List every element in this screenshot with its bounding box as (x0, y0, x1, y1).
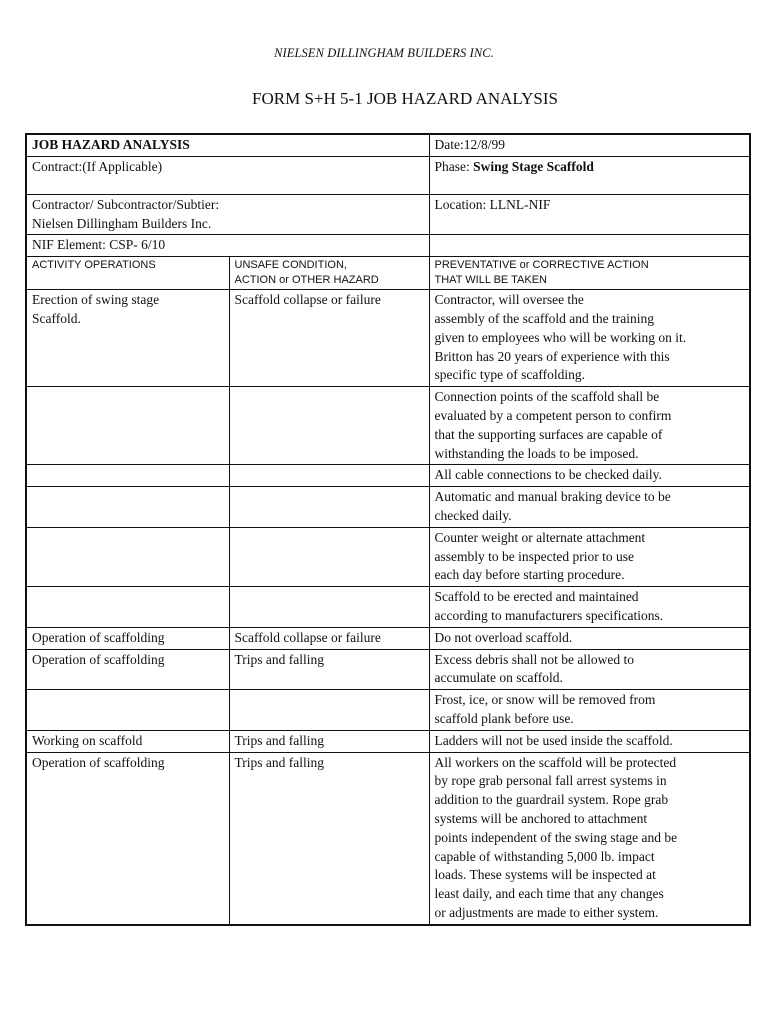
action-cell: Connection points of the scaffold shall be evaluated by a competent person to confirm that the supporting surfaces are capable of withstanding the loads to be imposed. (429, 387, 750, 465)
table-row (26, 752, 750, 925)
activity-cell: Operation of scaffolding (26, 649, 229, 690)
table-row (26, 527, 750, 586)
action-cell: Ladders will not be used inside the scaffold. (429, 730, 750, 752)
heading-row (26, 134, 750, 156)
activity-cell: Operation of scaffolding (26, 752, 229, 925)
contract-field: Contract:(If Applicable) (26, 156, 429, 194)
contractor-value: Nielsen Dillingham Builders Inc. (32, 215, 212, 231)
table-row (26, 730, 750, 752)
action-cell: Do not overload scaffold. (429, 627, 750, 649)
hazard-cell (229, 587, 429, 628)
table-row (26, 290, 750, 387)
contract-row (26, 156, 750, 194)
table-row (26, 465, 750, 487)
activity-cell (26, 487, 229, 528)
hazard-cell (229, 527, 429, 586)
activity-cell (26, 387, 229, 465)
table-row (26, 387, 750, 465)
nif-element-field: NIF Element: CSP- 6/10 (26, 235, 429, 257)
form-heading: JOB HAZARD ANALYSIS (26, 134, 429, 156)
action-cell: All cable connections to be checked daily. (429, 465, 750, 487)
hazard-cell: Scaffold collapse or failure (229, 627, 429, 649)
phase-value: Swing Stage Scaffold (473, 158, 594, 174)
location-field: Location: LLNL-NIF (429, 194, 750, 235)
table-row (26, 587, 750, 628)
table-row (26, 649, 750, 690)
activity-cell: Operation of scaffolding (26, 627, 229, 649)
contractor-label: Contractor/ Subcontractor/Subtier: (32, 196, 220, 212)
activity-cell: Erection of swing stage Scaffold. (26, 290, 229, 387)
nif-empty-cell (429, 235, 750, 257)
table-row (26, 627, 750, 649)
table-row (26, 487, 750, 528)
hazard-cell (229, 487, 429, 528)
activity-cell (26, 690, 229, 731)
action-cell: Automatic and manual braking device to be checked daily. (429, 487, 750, 528)
column-header-row (26, 257, 750, 290)
column-header-action: PREVENTATIVE or CORRECTIVE ACTION THAT WILL BE TAKEN (429, 257, 750, 290)
contractor-field (26, 194, 429, 235)
hazard-cell: Trips and falling (229, 752, 429, 925)
hazard-cell (229, 690, 429, 731)
activity-cell (26, 465, 229, 487)
contractor-row (26, 194, 750, 235)
job-hazard-analysis-table (25, 133, 751, 926)
hazard-cell: Trips and falling (229, 730, 429, 752)
hazard-cell: Scaffold collapse or failure (229, 290, 429, 387)
nif-row (26, 235, 750, 257)
action-cell: All workers on the scaffold will be protected by rope grab personal fall arrest systems in addition to the guardrail system. Rope grab systems will be anchored to attachment points independent of the swing stage and be capable of withstanding 5,000 lb. impact loads. These systems will be inspected at least daily, and each time that any changes or adjustments are made to either system. (429, 752, 750, 925)
hazard-cell (229, 387, 429, 465)
activity-cell: Working on scaffold (26, 730, 229, 752)
table-row (26, 690, 750, 731)
date-field: Date:12/8/99 (429, 134, 750, 156)
hazard-cell: Trips and falling (229, 649, 429, 690)
activity-cell (26, 527, 229, 586)
hazard-cell (229, 465, 429, 487)
company-name: NIELSEN DILLINGHAM BUILDERS INC. (274, 46, 494, 60)
action-cell: Contractor, will oversee the assembly of the scaffold and the training given to employees who will be working on it. Britton has 20 years of experience with this specific type of scaffolding. (429, 290, 750, 387)
action-cell: Scaffold to be erected and maintained according to manufacturers specifications. (429, 587, 750, 628)
column-header-hazard: UNSAFE CONDITION, ACTION or OTHER HAZARD (229, 257, 429, 290)
phase-field (429, 156, 750, 194)
action-cell: Excess debris shall not be allowed to accumulate on scaffold. (429, 649, 750, 690)
action-cell: Frost, ice, or snow will be removed from scaffold plank before use. (429, 690, 750, 731)
column-header-activity: ACTIVITY OPERATIONS (26, 257, 229, 290)
form-title: FORM S+H 5-1 JOB HAZARD ANALYSIS (252, 89, 558, 108)
activity-cell (26, 587, 229, 628)
action-cell: Counter weight or alternate attachment assembly to be inspected prior to use each day before starting procedure. (429, 527, 750, 586)
phase-label: Phase: (434, 158, 474, 174)
